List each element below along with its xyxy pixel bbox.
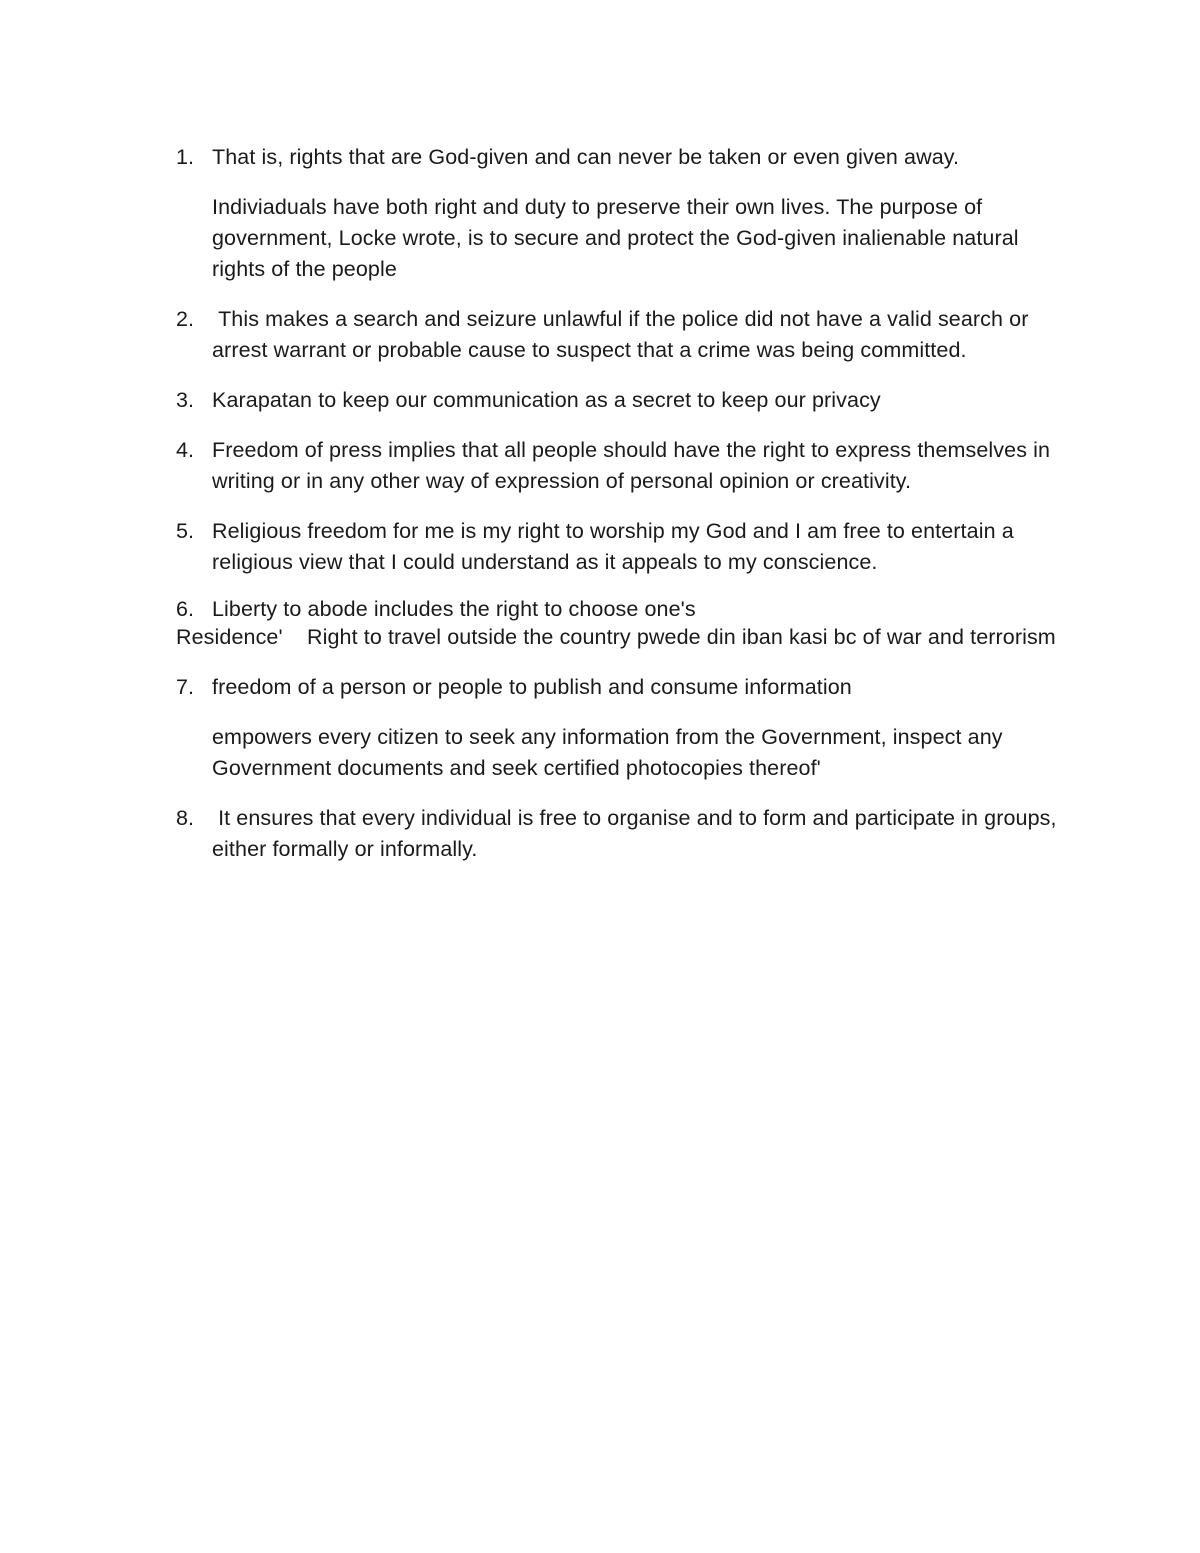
item-number: 1. [176,145,195,169]
item-first-line [176,597,1076,622]
item-text: That is, rights that are God-given and can never be taken or even given away. [212,145,960,169]
list-item-6 [176,597,1076,653]
item-number: 3. [176,388,195,412]
item-text: Indiviaduals have both right and duty to preserve their own lives. The purpose of government, Locke wrote, is to secure and protect the God-given inalienable natural rights of the people [212,195,1019,281]
list-item-8 [176,803,1076,865]
item-number: 6. [176,597,195,621]
answer-list [176,142,1076,884]
item-number: 4. [176,438,195,462]
item-number: 7. [176,675,195,699]
item-text: This makes a search and seizure unlawful if the police did not have a valid search or arrest warrant or probable cause to suspect that a crime was being committed. [212,307,1035,362]
list-item-7 [176,672,1076,784]
item-continuation: Residence' Right to travel outside the country pwede din iban kasi bc of war and terrorism [176,625,1056,649]
item-text: Karapatan to keep our communication as a secret to keep our privacy [212,388,881,412]
list-item-1 [176,142,1076,285]
list-item-2 [176,304,1076,366]
list-item-3 [176,385,1076,416]
list-item-4 [176,435,1076,497]
item-text: Religious freedom for me is my right to worship my God and I am free to entertain a religious view that I could understand as it appeals to my conscience. [212,519,1014,574]
item-number: 5. [176,519,195,543]
item-number: 8. [176,806,195,830]
item-text: Freedom of press implies that all people should have the right to express themselves in writing or in any other way of expression of personal opinion or creativity. [212,438,1051,493]
item-text: It ensures that every individual is free to organise and to form and participate in groups, either formally or informally. [212,806,1063,861]
list-item-5 [176,516,1076,578]
item-text: freedom of a person or people to publish and consume information [212,675,852,699]
item-number: 2. [176,307,195,331]
item-text: Liberty to abode includes the right to choose one's [212,597,696,621]
item-text: empowers every citizen to seek any information from the Government, inspect any Government documents and seek certified photocopies thereof' [212,725,1003,780]
